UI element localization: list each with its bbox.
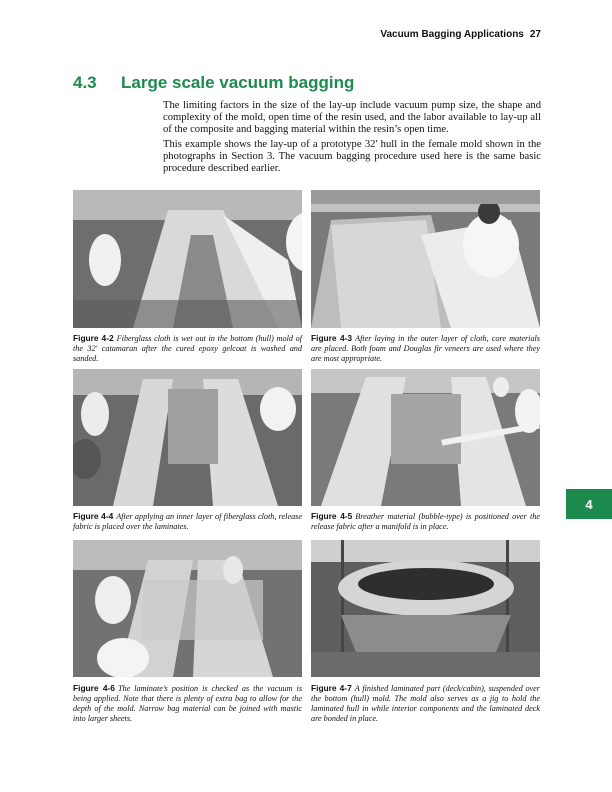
- body-paragraph: The limiting factors in the size of the lay-up include vacuum pump size, the shape and complexity of the mold, open time of the resin used, and the labor available to lay-up all of the composite and bagging material within the resin’s open time.: [163, 100, 541, 135]
- figure-4-6-caption: [73, 683, 302, 724]
- body-text: [163, 100, 541, 178]
- figure-4-3-caption: [311, 333, 540, 364]
- figure-caption-text: A finished laminated part (deck/cabin), suspended over the bottom (hull) mold. The mold also serves as a jig to hold the laminated hull in while interior components and the laminated deck are bonded in place.: [311, 684, 540, 723]
- figure-caption-text: After applying an inner layer of fiberglass cloth, release fabric is placed over the laminates.: [73, 512, 302, 531]
- section-number: 4.3: [73, 73, 97, 92]
- figure-4-4-photo: [73, 369, 302, 506]
- figure-label: Figure 4-3: [311, 333, 353, 343]
- figure-label: Figure 4-2: [73, 333, 114, 343]
- figure-4-7-caption: [311, 683, 540, 724]
- page-number: 27: [529, 29, 541, 40]
- figure-label: Figure 4-5: [311, 511, 353, 521]
- figure-label: Figure 4-7: [311, 683, 352, 693]
- figure-4-5-caption: [311, 511, 540, 532]
- figure-4-2-caption: [73, 333, 302, 364]
- figure-label: Figure 4-4: [73, 511, 114, 521]
- figure-caption-text: After laying in the outer layer of cloth, core materials are placed. Both foam and Douglas fir veneers are used where they are most appropriate.: [311, 334, 540, 363]
- figure-4-2-photo: [73, 190, 302, 328]
- body-paragraph: This example shows the lay-up of a prototype 32' hull in the female mold shown in the photographs in Section 3. The vacuum bagging procedure used here is the same basic procedure described earlier.: [163, 139, 541, 174]
- figure-4-6-photo: [73, 540, 302, 677]
- figure-label: Figure 4-6: [73, 683, 115, 693]
- section-heading: [73, 73, 354, 93]
- figure-4-5-photo: [311, 369, 540, 506]
- chapter-tab: 4: [566, 489, 612, 519]
- figure-caption-text: Fiberglass cloth is wet out in the bottom (hull) mold of the 32' catamaran after the cured epoxy gelcoat is washed and sanded.: [73, 334, 302, 363]
- figure-4-3-photo: [311, 190, 540, 328]
- section-title: Large scale vacuum bagging: [121, 73, 355, 92]
- figure-4-7-photo: [311, 540, 540, 677]
- running-header: [380, 29, 541, 40]
- figure-caption-text: The laminate’s position is checked as the vacuum is being applied. Note that there is plenty of extra bag to allow for the depth of the mold. Narrow bag material can be joined with mastic into larger sheets.: [73, 684, 303, 723]
- figure-caption-text: Breather material (bubble-type) is positioned over the release fabric after a manifold is in place.: [311, 512, 540, 531]
- running-title: Vacuum Bagging Applications: [380, 29, 524, 40]
- figure-4-4-caption: [73, 511, 302, 532]
